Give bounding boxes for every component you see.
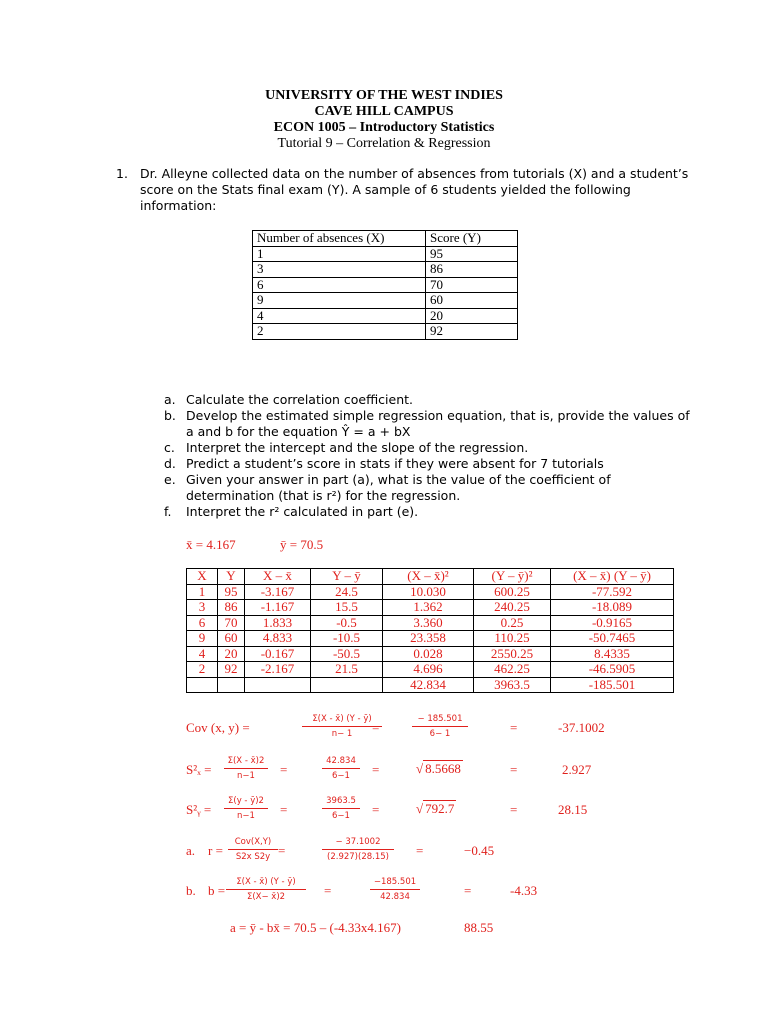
cell: -3.167 bbox=[245, 584, 311, 600]
table-row bbox=[187, 615, 674, 631]
equals: = bbox=[416, 843, 424, 858]
cell: 2 bbox=[253, 324, 426, 340]
equals: = bbox=[464, 883, 472, 898]
equals: = bbox=[510, 762, 518, 777]
cell: 1 bbox=[253, 246, 426, 262]
question-line-3: information: bbox=[140, 198, 217, 213]
part-text: Given your answer in part (a), what is the value of the coefficient of bbox=[186, 472, 611, 487]
sx-substituted bbox=[322, 756, 360, 782]
part-text: Develop the estimated simple regression equation, that is, provide the values of bbox=[186, 408, 690, 423]
part-text: Predict a student’s score in stats if they were absent for 7 tutorials bbox=[186, 456, 604, 471]
sqrt-value: 792.7 bbox=[425, 801, 455, 816]
tutorial-title: Tutorial 9 – Correlation & Regression bbox=[277, 136, 491, 151]
numerator: Cov(X,Y) bbox=[228, 837, 278, 850]
calc-table bbox=[186, 568, 674, 693]
r-result: −0.45 bbox=[464, 843, 495, 858]
cell: 600.25 bbox=[474, 584, 551, 600]
cell: 4.833 bbox=[245, 631, 311, 647]
question-line-2: score on the Stats final exam (Y). A sample of 6 students yielded the following bbox=[140, 182, 631, 197]
part-text: Interpret the r² calculated in part (e). bbox=[186, 504, 419, 519]
table-row bbox=[187, 677, 674, 693]
numerator: 3963.5 bbox=[322, 796, 360, 809]
part-letter: e. bbox=[164, 472, 176, 487]
cell: -50.7465 bbox=[551, 631, 674, 647]
numerator: Σ(X - x̄) (Y - ȳ) bbox=[302, 714, 382, 727]
cell bbox=[245, 677, 311, 693]
equals: = bbox=[510, 802, 518, 817]
table-row bbox=[253, 293, 518, 309]
cell: 95 bbox=[218, 584, 245, 600]
cell bbox=[218, 677, 245, 693]
table-row bbox=[187, 631, 674, 647]
equals: = bbox=[280, 762, 288, 777]
cell: 6 bbox=[253, 277, 426, 293]
university-title: UNIVERSITY OF THE WEST INDIES bbox=[265, 88, 503, 103]
cell: 0.25 bbox=[474, 615, 551, 631]
denominator: S2x S2y bbox=[235, 852, 271, 862]
table-row bbox=[187, 600, 674, 616]
cell: 60 bbox=[426, 293, 518, 309]
cell: -50.5 bbox=[311, 646, 383, 662]
numerator: 42.834 bbox=[322, 756, 360, 769]
cell: -0.9165 bbox=[551, 615, 674, 631]
part-a-label: a. bbox=[186, 843, 196, 858]
a-result: 88.55 bbox=[464, 920, 494, 935]
column-header: (X – x̄)² bbox=[383, 569, 474, 585]
denominator: n− 1 bbox=[331, 729, 353, 739]
cell: 2550.25 bbox=[474, 646, 551, 662]
denominator: 6−1 bbox=[332, 771, 350, 781]
cell bbox=[187, 677, 218, 693]
part-letter: c. bbox=[164, 440, 175, 455]
column-header: (Y – ȳ)² bbox=[474, 569, 551, 585]
column-header: Score (Y) bbox=[426, 231, 518, 247]
cell: 60 bbox=[218, 631, 245, 647]
sx-sqrt: √ 8.5668 bbox=[416, 761, 461, 776]
denominator: n−1 bbox=[237, 811, 255, 821]
cell: 86 bbox=[218, 600, 245, 616]
numerator: −185.501 bbox=[370, 877, 420, 890]
cell: -185.501 bbox=[551, 677, 674, 693]
cell: 24.5 bbox=[311, 584, 383, 600]
denominator: Σ(X− x̄)2 bbox=[246, 892, 286, 902]
part-text: Calculate the correlation coefficient. bbox=[186, 392, 414, 407]
sy-formula bbox=[224, 796, 268, 822]
table-row bbox=[253, 324, 518, 340]
cell: 92 bbox=[218, 662, 245, 678]
sx-result: 2.927 bbox=[562, 762, 592, 777]
equals: = bbox=[372, 762, 380, 777]
cell: 10.030 bbox=[383, 584, 474, 600]
sy-label: S²ᵧ = bbox=[186, 802, 212, 817]
cell: -0.5 bbox=[311, 615, 383, 631]
numerator: Σ(y - ȳ)2 bbox=[224, 796, 268, 809]
part-text: a and b for the equation Ŷ = a + bX bbox=[186, 424, 411, 439]
cell: 3 bbox=[187, 600, 218, 616]
column-header: Y – ȳ bbox=[311, 569, 383, 585]
campus-title: CAVE HILL CAMPUS bbox=[314, 104, 454, 119]
cell: 1.362 bbox=[383, 600, 474, 616]
sqrt-value: 8.5668 bbox=[425, 761, 461, 776]
column-header: Y bbox=[218, 569, 245, 585]
cell: 86 bbox=[426, 262, 518, 278]
cell: -46.5905 bbox=[551, 662, 674, 678]
cell: -1.167 bbox=[245, 600, 311, 616]
sy-substituted bbox=[322, 796, 360, 822]
cell: 3 bbox=[253, 262, 426, 278]
cell: 240.25 bbox=[474, 600, 551, 616]
cell: 4.696 bbox=[383, 662, 474, 678]
table-row bbox=[253, 277, 518, 293]
equals: = bbox=[510, 720, 518, 735]
b-label: b = bbox=[208, 883, 226, 898]
numerator: Σ(X - x̄) (Y - ȳ) bbox=[226, 877, 306, 890]
sy-result: 28.15 bbox=[558, 802, 588, 817]
cov-substituted bbox=[412, 714, 468, 740]
column-header: Number of absences (X) bbox=[253, 231, 426, 247]
equals: = bbox=[280, 802, 288, 817]
cell: 4 bbox=[253, 308, 426, 324]
cell: 15.5 bbox=[311, 600, 383, 616]
cell: 3.360 bbox=[383, 615, 474, 631]
numerator: Σ(X - x̄)2 bbox=[224, 756, 268, 769]
cell: -10.5 bbox=[311, 631, 383, 647]
table-row bbox=[253, 262, 518, 278]
part-letter: b. bbox=[164, 408, 176, 423]
cov-label: Cov (x, y) = bbox=[186, 720, 250, 735]
cell: -0.167 bbox=[245, 646, 311, 662]
equals: = bbox=[372, 720, 380, 735]
cell: -2.167 bbox=[245, 662, 311, 678]
sx-label: S²ₓ = bbox=[186, 762, 212, 777]
part-b-label: b. bbox=[186, 883, 196, 898]
a-expression: a = ȳ - bx̄ = 70.5 – (-4.33x4.167) bbox=[230, 920, 401, 935]
cell: 21.5 bbox=[311, 662, 383, 678]
cell: 9 bbox=[187, 631, 218, 647]
cell: 23.358 bbox=[383, 631, 474, 647]
part-letter: f. bbox=[164, 504, 172, 519]
sy-sqrt: √ 792.7 bbox=[416, 801, 455, 816]
cell: 1.833 bbox=[245, 615, 311, 631]
table-row bbox=[187, 584, 674, 600]
b-substituted bbox=[370, 877, 420, 903]
question-line-1: Dr. Alleyne collected data on the number of absences from tutorials (X) and a student’s bbox=[140, 166, 689, 181]
denominator: 42.834 bbox=[380, 892, 410, 902]
numerator: − 37.1002 bbox=[322, 837, 394, 850]
cov-formula bbox=[302, 714, 382, 740]
denominator: (2.927)(28.15) bbox=[327, 852, 389, 862]
cell: 462.25 bbox=[474, 662, 551, 678]
part-text: determination (that is r²) for the regression. bbox=[186, 488, 461, 503]
r-substituted bbox=[322, 837, 394, 863]
table-header-row bbox=[253, 231, 518, 247]
equals: = bbox=[372, 802, 380, 817]
table-row bbox=[253, 246, 518, 262]
course-title: ECON 1005 – Introductory Statistics bbox=[273, 120, 495, 135]
cell: 42.834 bbox=[383, 677, 474, 693]
cell: 4 bbox=[187, 646, 218, 662]
data-table bbox=[252, 230, 518, 340]
cell: 0.028 bbox=[383, 646, 474, 662]
cell: -77.592 bbox=[551, 584, 674, 600]
cell: 92 bbox=[426, 324, 518, 340]
denominator: 6−1 bbox=[332, 811, 350, 821]
b-result: -4.33 bbox=[510, 883, 538, 898]
cell: 20 bbox=[218, 646, 245, 662]
r-formula bbox=[228, 837, 278, 863]
sx-formula bbox=[224, 756, 268, 782]
cell: 3963.5 bbox=[474, 677, 551, 693]
cell: 1 bbox=[187, 584, 218, 600]
cell: 6 bbox=[187, 615, 218, 631]
column-header: (X – x̄) (Y – ȳ) bbox=[551, 569, 674, 585]
table-row bbox=[187, 646, 674, 662]
r-label: r = bbox=[208, 843, 223, 858]
cell: 110.25 bbox=[474, 631, 551, 647]
cell: -18.089 bbox=[551, 600, 674, 616]
cell: 20 bbox=[426, 308, 518, 324]
cell: 8.4335 bbox=[551, 646, 674, 662]
cell bbox=[311, 677, 383, 693]
cell: 95 bbox=[426, 246, 518, 262]
column-header: X bbox=[187, 569, 218, 585]
equals: = bbox=[278, 843, 286, 858]
table-row bbox=[187, 662, 674, 678]
part-text: Interpret the intercept and the slope of the regression. bbox=[186, 440, 529, 455]
b-formula bbox=[226, 877, 306, 903]
part-letter: a. bbox=[164, 392, 176, 407]
table-row bbox=[253, 308, 518, 324]
numerator: − 185.501 bbox=[412, 714, 468, 727]
cell: 2 bbox=[187, 662, 218, 678]
part-letter: d. bbox=[164, 456, 176, 471]
denominator: n−1 bbox=[237, 771, 255, 781]
x-mean: x̄ = 4.167 bbox=[186, 537, 236, 552]
cell: 70 bbox=[218, 615, 245, 631]
table-header-row bbox=[187, 569, 674, 585]
cov-result: -37.1002 bbox=[558, 720, 605, 735]
cell: 9 bbox=[253, 293, 426, 309]
denominator: 6− 1 bbox=[429, 729, 451, 739]
cell: 70 bbox=[426, 277, 518, 293]
question-number: 1. bbox=[116, 166, 128, 181]
y-mean: ȳ = 70.5 bbox=[280, 537, 324, 552]
column-header: X – x̄ bbox=[245, 569, 311, 585]
equals: = bbox=[324, 883, 332, 898]
